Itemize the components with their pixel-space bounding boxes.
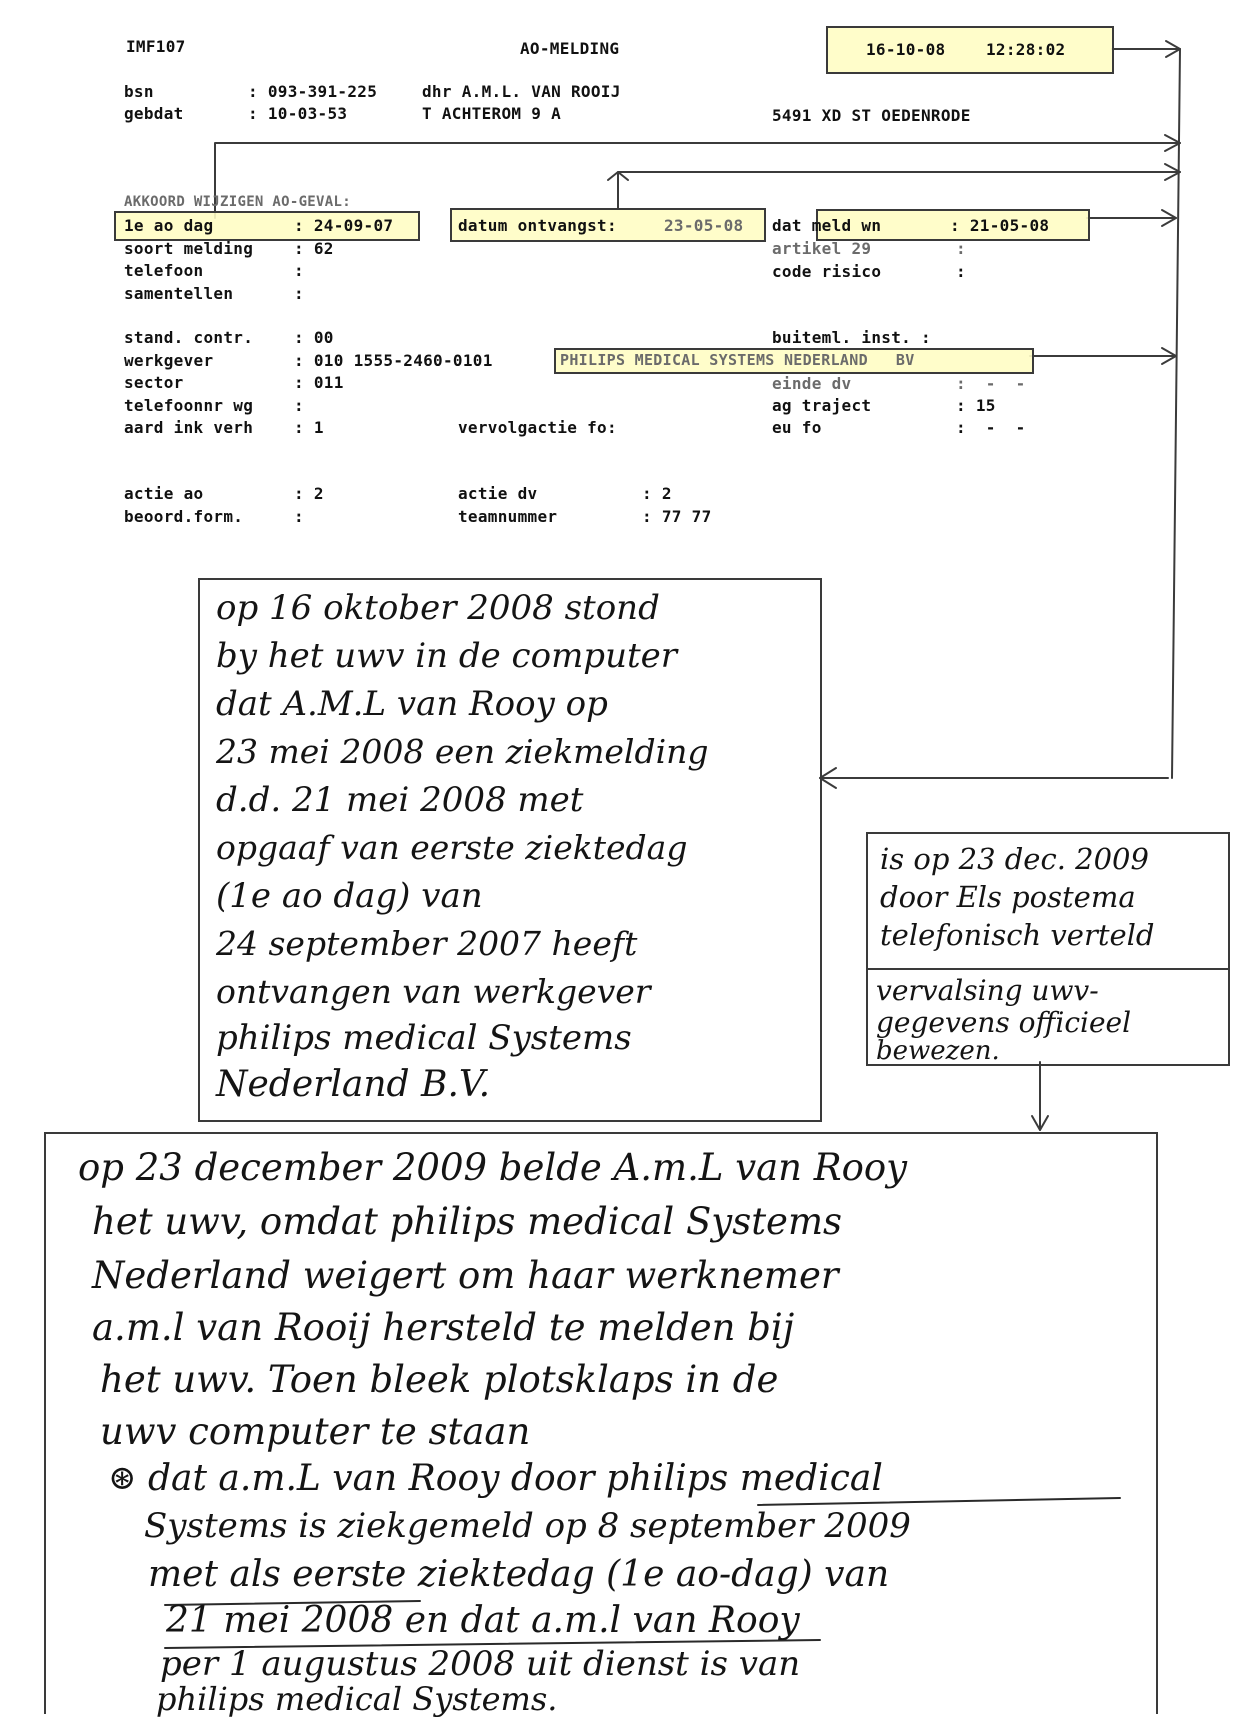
- middle-note-line: d.d. 21 mei 2008 met: [216, 780, 584, 820]
- eerste-ao-dag-label: 1e ao dag: [124, 216, 214, 235]
- datum-ontvangst-label: datum ontvangst:: [458, 216, 617, 235]
- bracket-eerste-ao-dag: [215, 143, 1180, 218]
- middle-note-line: 23 mei 2008 een ziekmelding: [216, 732, 709, 771]
- bottom-note-line: het uwv, omdat philips medical Systems: [92, 1200, 843, 1243]
- right-spine-line: [1172, 49, 1180, 778]
- ag-traject-label: ag traject: [772, 396, 872, 415]
- bottom-note-line: Nederland weigert om haar werknemer: [92, 1254, 839, 1297]
- right-note-top-line: door Els postema: [880, 880, 1136, 914]
- middle-note-line: op 16 oktober 2008 stond: [216, 588, 660, 628]
- telefoon-label: telefoon: [124, 261, 204, 280]
- middle-note-line: by het uwv in de computer: [216, 636, 678, 676]
- sector-value: : 011: [294, 373, 344, 392]
- middle-note-line: opgaaf van eerste ziektedag: [216, 828, 688, 867]
- soort-melding-label: soort melding: [124, 239, 254, 258]
- right-note-top-line: telefonisch verteld: [880, 918, 1155, 952]
- bottom-note-line: op 23 december 2009 belde A.m.L van Rooy: [78, 1146, 908, 1189]
- bottom-note-line: philips medical Systems.: [156, 1680, 558, 1718]
- teamnummer-value: : 77 77: [642, 507, 712, 526]
- stand-contr-value: : 00: [294, 328, 334, 347]
- bottom-note-line: met als eerste ziektedag (1e ao-dag) van: [148, 1554, 890, 1595]
- right-note-top-line: is op 23 dec. 2009: [880, 842, 1149, 876]
- person-street: T ACHTEROM 9 A: [422, 104, 562, 123]
- aard-ink-verh-label: aard ink verh: [124, 418, 254, 437]
- right-note-bottom-line: gegevens officieel: [876, 1006, 1132, 1039]
- actie-dv-label: actie dv: [458, 484, 538, 503]
- beoord-form-label: beoord.form.: [124, 507, 244, 526]
- timestamp-time: 12:28:02: [986, 40, 1066, 59]
- form-code: IMF107: [126, 37, 186, 56]
- stand-contr-label: stand. contr.: [124, 328, 254, 347]
- dat-meld-wn-label: dat meld wn: [772, 216, 882, 235]
- middle-note-line: philips medical Systems: [216, 1018, 632, 1058]
- right-note-bottom-line: bewezen.: [876, 1036, 1000, 1066]
- aard-ink-verh-value: : 1: [294, 418, 324, 437]
- timestamp-date: 16-10-08: [866, 40, 946, 59]
- beoord-form-value: :: [294, 507, 304, 526]
- einde-dv-value: : - -: [956, 374, 1026, 393]
- gebdat-value: : 10-03-53: [248, 104, 348, 123]
- bottom-note-line: uwv computer te staan: [100, 1410, 531, 1453]
- actie-ao-label: actie ao: [124, 484, 204, 503]
- ag-traject-value: : 15: [956, 396, 996, 415]
- telefoon-value: :: [294, 261, 304, 280]
- right-note-bottom-line: vervalsing uwv-: [876, 974, 1099, 1007]
- werkgever-label: werkgever: [124, 351, 214, 370]
- middle-note-line: (1e ao dag) van: [216, 876, 483, 916]
- akkoord-line: AKKOORD WIJZIGEN AO-GEVAL:: [124, 194, 351, 210]
- bottom-note-line: dat a.m.L van Rooy door philips medical: [148, 1458, 883, 1499]
- gebdat-label: gebdat: [124, 104, 184, 123]
- bottom-note-line: per 1 augustus 2008 uit dienst is van: [160, 1644, 801, 1684]
- eerste-ao-dag-value: : 24-09-07: [294, 216, 394, 235]
- code-risico-label: code risico: [772, 262, 882, 281]
- samentellen-label: samentellen: [124, 284, 234, 303]
- bsn-label: bsn: [124, 82, 154, 101]
- code-risico-value: :: [956, 262, 966, 281]
- teamnummer-label: teamnummer: [458, 507, 558, 526]
- bracket-datum-ontvangst: [618, 172, 1180, 208]
- eu-fo-label: eu fo: [772, 418, 822, 437]
- werkgever-value: : 010 1555-2460-0101: [294, 351, 493, 370]
- bullet-star-icon: ⊛: [108, 1458, 137, 1498]
- telefoonnr-wg-label: telefoonnr wg: [124, 396, 254, 415]
- sector-label: sector: [124, 373, 184, 392]
- middle-note-line: dat A.M.L van Rooy op: [216, 684, 608, 724]
- bottom-note-line: Systems is ziekgemeld op 8 september 2009: [144, 1506, 911, 1546]
- bottom-note-line: 21 mei 2008 en dat a.m.l van Rooy: [166, 1600, 800, 1641]
- middle-note-line: Nederland B.V.: [216, 1064, 491, 1105]
- einde-dv-label: einde dv: [772, 374, 852, 393]
- eu-fo-value: : - -: [956, 418, 1026, 437]
- form-title: AO-MELDING: [520, 39, 620, 58]
- soort-melding-value: : 62: [294, 239, 334, 258]
- samentellen-value: :: [294, 284, 304, 303]
- dat-meld-wn-value: : 21-05-08: [950, 216, 1050, 235]
- middle-note-line: ontvangen van werkgever: [216, 972, 651, 1011]
- right-note-divider: [866, 968, 1228, 970]
- bottom-note-line: a.m.l van Rooij hersteld te melden bij: [92, 1306, 795, 1349]
- telefoonnr-wg-value: :: [294, 396, 304, 415]
- middle-note-line: 24 september 2007 heeft: [216, 924, 638, 963]
- person-name: dhr A.M.L. VAN ROOIJ: [422, 82, 621, 101]
- bottom-note-line: het uwv. Toen bleek plotsklaps in de: [100, 1358, 779, 1401]
- artikel-label: artikel 29: [772, 239, 872, 258]
- vervolgactie-label: vervolgactie fo:: [458, 418, 617, 437]
- actie-dv-value: : 2: [642, 484, 672, 503]
- artikel-value: :: [956, 239, 966, 258]
- datum-ontvangst-value: 23-05-08: [664, 216, 744, 235]
- werkgever-name: PHILIPS MEDICAL SYSTEMS NEDERLAND BV: [560, 351, 915, 369]
- person-city: 5491 XD ST OEDENRODE: [772, 106, 971, 125]
- buiteml-inst-label: buiteml. inst. :: [772, 328, 931, 347]
- actie-ao-value: : 2: [294, 484, 324, 503]
- bsn-value: : 093-391-225: [248, 82, 378, 101]
